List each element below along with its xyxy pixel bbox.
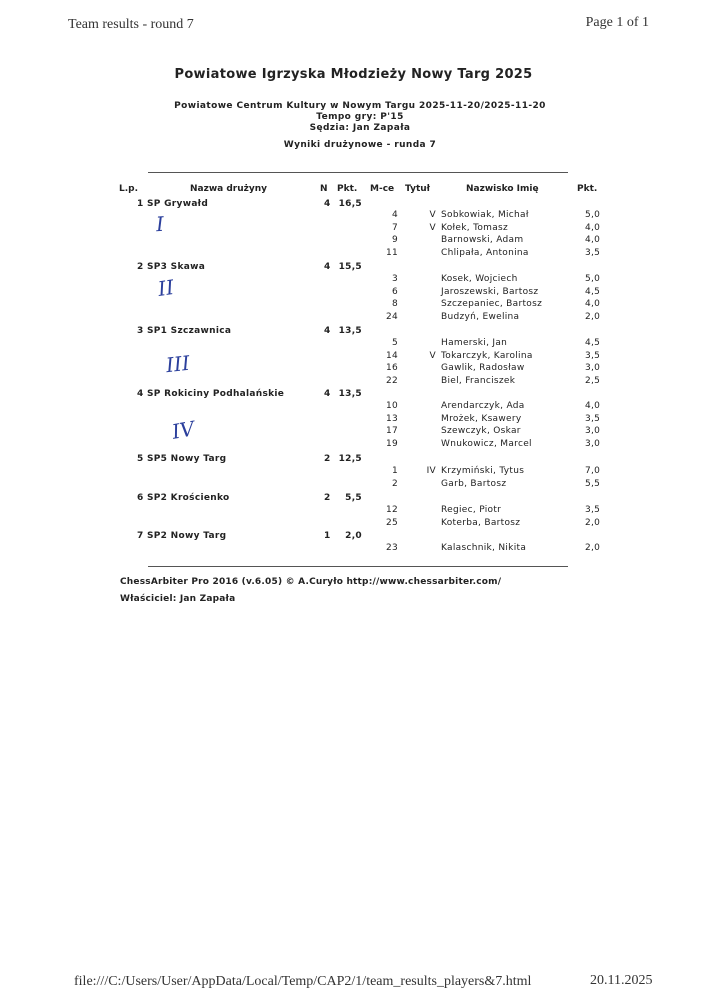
player-place: 5 [391,338,398,348]
venue-line: Powiatowe Centrum Kultury w Nowym Targu 2025-11-20/2025-11-20 [174,101,546,111]
bottom-divider [148,566,568,567]
team-board-count: 4 [324,199,331,209]
player-points: 2,0 [585,543,601,553]
player-points: 2,0 [585,312,601,322]
player-title: V [429,210,436,220]
team-points: 13,5 [338,326,362,336]
player-name: Mrożek, Ksawery [441,414,522,424]
player-place: 17 [385,426,398,436]
header-player-pkt: Pkt. [577,184,598,194]
team-name: 7 SP2 Nowy Targ [137,531,227,541]
player-name: Kosek, Wojciech [441,274,518,284]
player-name: Jaroszewski, Bartosz [441,287,539,297]
team-points: 13,5 [338,389,362,399]
team-name: 6 SP2 Krościenko [137,493,230,503]
player-name: Barnowski, Adam [441,235,524,245]
player-title: V [429,223,436,233]
player-name: Krzymiński, Tytus [441,466,525,476]
player-points: 2,0 [585,518,601,528]
team-points: 15,5 [338,262,362,272]
team-board-count: 1 [324,531,331,541]
player-place: 13 [385,414,398,424]
top-divider [148,172,568,173]
player-place: 1 [391,466,398,476]
player-name: Szewczyk, Oskar [441,426,521,436]
player-points: 3,5 [585,351,601,361]
player-place: 4 [391,210,398,220]
player-place: 12 [385,505,398,515]
team-board-count: 4 [324,326,331,336]
header-lp: L.p. [119,184,139,194]
player-place: 7 [391,223,398,233]
header-place: M-ce [370,184,395,194]
print-header-title: Team results - round 7 [68,17,194,32]
handwritten-team-mark: I [155,211,165,237]
player-place: 8 [391,299,398,309]
player-title: IV [426,466,436,476]
player-points: 5,5 [585,479,601,489]
player-name: Garb, Bartosz [441,479,507,489]
player-place: 25 [385,518,398,528]
team-board-count: 4 [324,389,331,399]
player-points: 2,5 [585,376,601,386]
player-name: Budzyń, Ewelina [441,312,520,322]
player-points: 3,5 [585,505,601,515]
team-points: 5,5 [345,493,362,503]
header-n: N [320,184,328,194]
player-name: Tokarczyk, Karolina [441,351,533,361]
team-name: 1 SP Grywałd [137,199,209,209]
player-place: 9 [391,235,398,245]
player-place: 3 [391,274,398,284]
print-footer-date: 20.11.2025 [590,973,653,988]
player-place: 16 [385,363,398,373]
tournament-title: Powiatowe Igrzyska Młodzieży Nowy Targ 2025 [174,67,533,82]
handwritten-team-mark: IV [170,416,197,444]
player-points: 5,0 [585,274,601,284]
player-name: Gawlik, Radosław [441,363,525,373]
header-title: Tytuł [405,184,430,194]
print-footer-path: file:///C:/Users/User/AppData/Local/Temp/CAP2/1/team_results_players&7.html [74,974,532,989]
player-points: 7,0 [585,466,601,476]
player-points: 4,5 [585,338,601,348]
player-points: 3,5 [585,414,601,424]
tempo-line: Tempo gry: P'15 [316,112,404,122]
player-points: 4,0 [585,401,601,411]
software-credit: ChessArbiter Pro 2016 (v.6.05) © A.Curyło http://www.chessarbiter.com/ [120,577,502,587]
player-name: Biel, Franciszek [441,376,516,386]
header-name: Nazwisko Imię [466,184,539,194]
round-line: Wyniki drużynowe - runda 7 [283,140,437,150]
team-name: 4 SP Rokiciny Podhalańskie [137,389,285,399]
player-title: V [429,351,436,361]
player-name: Wnukowicz, Marcel [441,439,532,449]
player-name: Sobkowiak, Michał [441,210,529,220]
player-points: 3,5 [585,248,601,258]
team-board-count: 2 [324,493,331,503]
arbiter-line: Sędzia: Jan Zapała [309,123,411,133]
owner-line: Właściciel: Jan Zapała [120,594,236,604]
player-place: 23 [385,543,398,553]
header-pkt: Pkt. [337,184,358,194]
team-name: 2 SP3 Skawa [137,262,206,272]
player-place: 14 [385,351,398,361]
player-place: 19 [385,439,398,449]
player-place: 10 [385,401,398,411]
team-board-count: 4 [324,262,331,272]
player-place: 2 [391,479,398,489]
team-points: 2,0 [345,531,362,541]
player-place: 24 [385,312,398,322]
player-points: 3,0 [585,426,601,436]
player-name: Koterba, Bartosz [441,518,521,528]
player-points: 4,5 [585,287,601,297]
player-points: 4,0 [585,299,601,309]
player-name: Kalaschnik, Nikita [441,543,527,553]
player-name: Szczepaniec, Bartosz [441,299,543,309]
team-name: 5 SP5 Nowy Targ [137,454,227,464]
handwritten-team-mark: II [156,275,176,301]
handwritten-team-mark: III [164,350,191,378]
player-name: Chlipała, Antonina [441,248,529,258]
print-header-page: Page 1 of 1 [585,15,649,30]
player-name: Arendarczyk, Ada [441,401,525,411]
player-place: 6 [391,287,398,297]
player-place: 22 [385,376,398,386]
team-points: 16,5 [338,199,362,209]
team-board-count: 2 [324,454,331,464]
player-name: Regiec, Piotr [441,505,502,515]
team-points: 12,5 [338,454,362,464]
tournament-details [0,101,707,151]
player-name: Kołek, Tomasz [441,223,509,233]
player-points: 4,0 [585,223,601,233]
player-points: 3,0 [585,363,601,373]
player-points: 5,0 [585,210,601,220]
player-place: 11 [385,248,398,258]
player-points: 3,0 [585,439,601,449]
header-team: Nazwa drużyny [190,184,268,194]
team-name: 3 SP1 Szczawnica [137,326,232,336]
player-name: Hamerski, Jan [441,338,508,348]
player-points: 4,0 [585,235,601,245]
